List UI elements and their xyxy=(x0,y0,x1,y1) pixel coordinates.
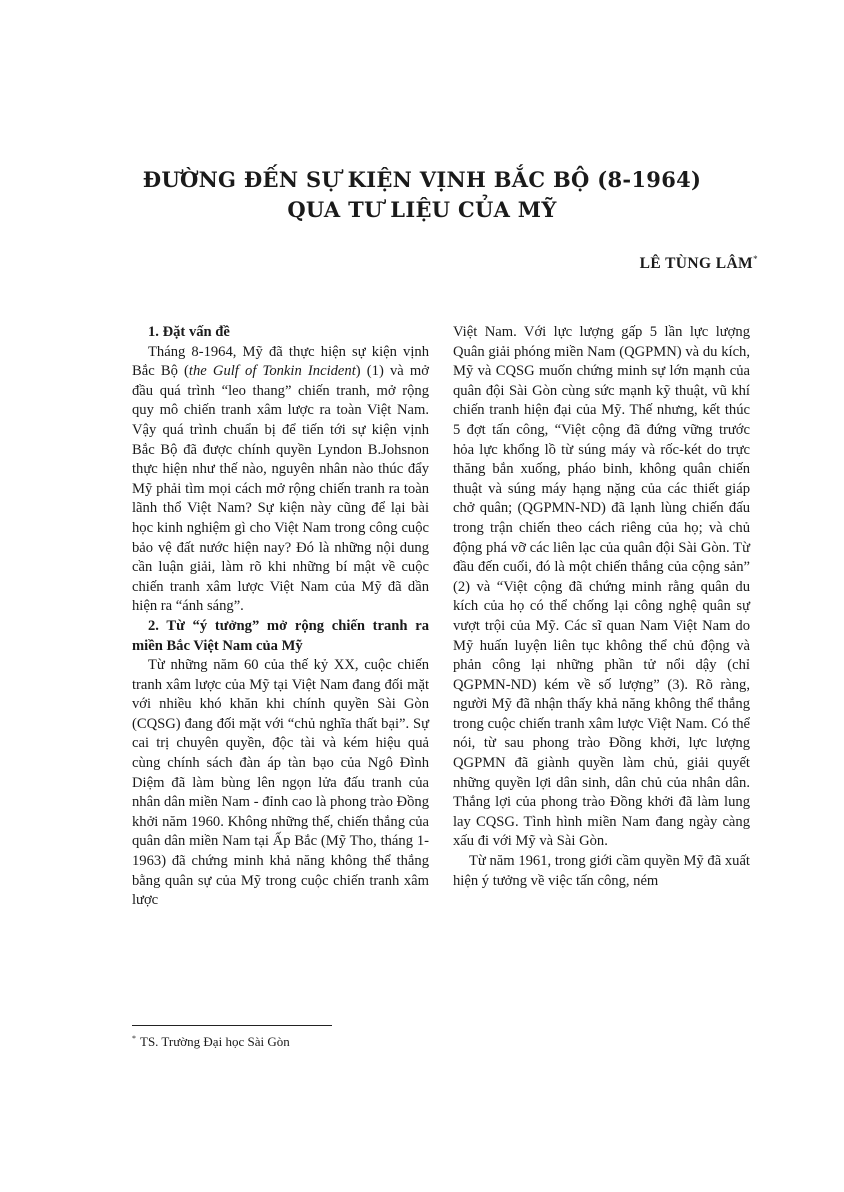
author-name-text: LÊ TÙNG LÂM xyxy=(639,255,754,272)
intro-text-after: ) (1) và mở đầu quá trình “leo thang” chiến tranh, mở rộng quy mô chiến tranh xâm lược ra toàn Việt Nam. Vậy quá trình chuẩn bị để tiến tới sự kiện vịnh Bắc Bộ đã được chính quyền Lyndon B.Johsnon thực hiện như thế nào, nguyên nhân nào thúc đẩy Mỹ phải tìm mọi cách mở rộng chiến tranh ra toàn lãnh thổ Việt Nam? Sự kiện này cũng để lại bài học kinh nghiệm gì cho Việt Nam trong công cuộc bảo vệ đất nước hiện nay? Đó là những nội dung cần luận giải, làm rõ khi những bí mật về cuộc chiến tranh xâm lược Việt Nam của Mỹ đã dần hiện ra “ánh sáng”. xyxy=(132,363,429,615)
left-column xyxy=(132,323,429,911)
footnote xyxy=(132,1030,290,1050)
intro-italic-term: the Gulf of Tonkin Incident xyxy=(188,363,356,380)
continued-paragraph: Việt Nam. Với lực lượng gấp 5 lần lực lượng Quân giải phóng miền Nam (QGPMN) và du kích, Mỹ và CQSG muốn chứng minh sự lớn mạnh của quân đội Sài Gòn cùng sức mạnh kỹ thuật, vũ khí chiến tranh hiện đại của Mỹ. Thế nhưng, kết thúc 5 đợt tấn công, “Việt cộng đã đứng vững trước hỏa lực khổng lồ từ súng máy và rốc-két do trực thăng bắn xuống, pháo binh, không quân chiến thuật và súng máy hạng nặng của các thiết giáp chở quân; (QGPMN-ND) đã lạnh lùng chiến đấu trong trận chiến theo cách riêng của họ; và chủ động phá vỡ các liên lạc của quân đội Sài Gòn. Từ đầu đến cuối, đó là một chiến thắng của cộng sản” (2) và “Việt cộng đã chứng minh rằng quân du kích của họ có thể chống lại công nghệ quân sự vượt trội của Mỹ. Các sĩ quan Nam Việt Nam do Mỹ huấn luyện liên tục không thể chủ động và phản công lại những phần tử nổi dậy (chỉ QGPMN-ND) kém về số lượng” (3). Rõ ràng, người Mỹ đã nhận thấy khả năng không thể thắng trong cuộc chiến tranh xâm lược Việt Nam. Có thể nói, từ sau phong trào Đồng khởi, lực lượng QGPMN đã giành quyền làm chủ, giải quyết những quyền lợi dân sinh, dân chủ của nhân dân. Thắng lợi của phong trào Đồng khởi đã làm lung lay CQSG. Tình hình miền Nam đang ngày càng xấu đi với Mỹ và Sài Gòn. xyxy=(453,324,750,850)
author-footnote-mark: * xyxy=(753,254,758,264)
author-name xyxy=(640,254,758,273)
article-title xyxy=(100,165,744,225)
right-column xyxy=(453,323,750,891)
footnote-mark: * xyxy=(132,1034,136,1043)
section-heading-2: 2. Từ “ý tưởng” mở rộng chiến tranh ra miền Bắc Việt Nam của Mỹ xyxy=(132,617,429,654)
section-heading-1: 1. Đặt vấn đề xyxy=(148,324,230,340)
intro-text-before: Tháng 8-1964, Mỹ đã thực hiện sự kiện vịnh Bắc Bộ ( xyxy=(132,343,429,380)
section-2-paragraph: Từ những năm 60 của thế kỷ XX, cuộc chiến tranh xâm lược của Mỹ tại Việt Nam đang đối mặt với nhiều khó khăn khi chính quyền Sài Gòn (CQSG) đang đối mặt với “chủ nghĩa thất bại”. Sự cai trị chuyên quyền, độc tài và kém hiệu quả cùng chính sách đàn áp tàn bạo của Ngô Đình Diệm đã làm bùng lên ngọn lửa đấu tranh của nhân dân miền Nam - đỉnh cao là phong trào Đồng khởi năm 1960. Không những thế, chiến thắng của quân dân miền Nam tại Ấp Bắc (Mỹ Tho, tháng 1-1963) đã chứng minh khả năng không thể thắng bằng quân sự của Mỹ trong cuộc chiến tranh xâm lược xyxy=(132,657,429,909)
footnote-divider xyxy=(132,1025,332,1026)
title-line-1: ĐƯỜNG ĐẾN SỰ KIỆN VỊNH BẮC BỘ (8-1964) xyxy=(142,167,702,192)
title-line-2: QUA TƯ LIỆU CỦA MỸ xyxy=(287,197,557,222)
footnote-text: TS. Trường Đại học Sài Gòn xyxy=(140,1034,290,1049)
next-paragraph: Từ năm 1961, trong giới cầm quyền Mỹ đã xuất hiện ý tưởng về việc tấn công, ném xyxy=(453,853,750,889)
intro-paragraph xyxy=(132,343,429,617)
